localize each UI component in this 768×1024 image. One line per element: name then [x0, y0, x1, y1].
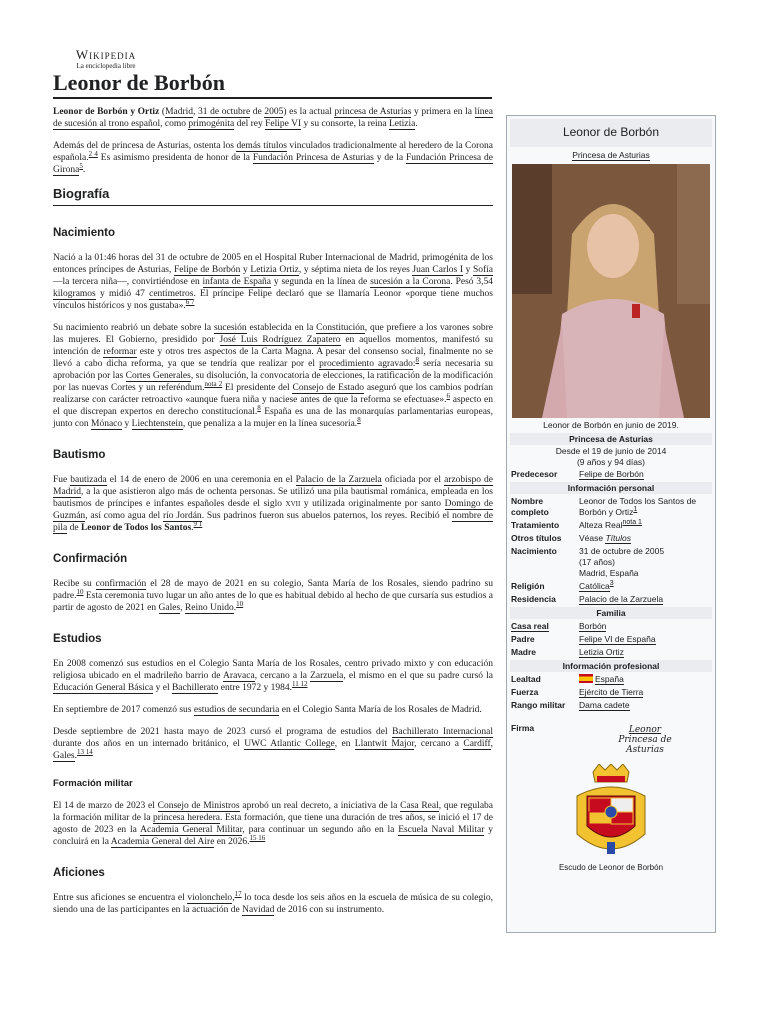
link[interactable]: Títulos	[605, 533, 631, 543]
link[interactable]: Educación General Básica	[53, 683, 154, 693]
link[interactable]: kilogramos	[53, 289, 96, 299]
link[interactable]: estudios de secundaria	[193, 705, 280, 715]
paragraph-nacimiento-2	[53, 322, 493, 430]
link[interactable]: río Jordán	[162, 511, 202, 521]
paragraph-formacion	[53, 800, 493, 848]
section-heading-biografia: Biografía	[53, 186, 493, 206]
intro-paragraph-2	[53, 140, 493, 176]
text: Fue	[53, 475, 71, 485]
text: . Pesó 3,54	[450, 277, 493, 287]
text: .	[74, 751, 78, 761]
citation[interactable]: nota 2	[204, 379, 223, 388]
value: Leonor de Todos los Santos de Borbón y Ortiz	[579, 496, 697, 517]
row-tratamiento	[509, 519, 713, 532]
link[interactable]: Reino Unido	[184, 603, 234, 613]
link[interactable]: Felipe VI de España	[579, 634, 656, 644]
text: XVII	[285, 500, 301, 508]
logo-wordmark: Wikipedia	[75, 47, 137, 62]
text: , así como agua del	[85, 511, 163, 521]
row-religion	[509, 580, 713, 593]
portrait-illustration	[512, 164, 710, 418]
label: Otros títulos	[511, 533, 562, 543]
link[interactable]: España	[595, 674, 624, 684]
infobox	[506, 115, 716, 933]
citation[interactable]: 13 14	[77, 747, 93, 756]
title-divider	[53, 97, 492, 99]
text: , para continuar un segundo año en la	[242, 825, 399, 835]
text: y midió 47	[95, 289, 150, 299]
link[interactable]: Letizia Ortiz	[250, 265, 299, 275]
text: ,	[490, 739, 494, 749]
text: , que penaliza a la mujer en la línea sucesoria.	[182, 419, 358, 429]
text: ,	[232, 893, 235, 903]
link-linea-sucesion[interactable]: línea de sucesión al trono español	[53, 107, 493, 129]
text: Nació a la 01:46 horas del 31 de octubre de 2005 en el Hospital Ruber Internacional de Madrid, primogénita de los entonces príncipes de Asturias,	[53, 253, 493, 275]
row-casa	[509, 620, 713, 633]
link[interactable]: arzobispo de Madrid	[53, 475, 494, 497]
link[interactable]: Palacio de la Zarzuela	[295, 475, 382, 485]
link[interactable]: Zarzuela	[310, 671, 344, 681]
citation[interactable]: 6	[446, 391, 450, 400]
citation[interactable]: 5	[79, 161, 83, 170]
row-predecesor	[509, 468, 713, 481]
text: . El príncipe Felipe declaró que se llamaría Leonor «porque tiene muchos vínculos históricos y nos gustaba».	[53, 289, 493, 311]
row-fuerza	[509, 686, 713, 699]
text: , que regulaba la formación militar de la	[53, 801, 494, 823]
text: en 2026.	[214, 837, 250, 847]
infobox-title: Leonor de Borbón	[510, 119, 712, 147]
text: El 14 de marzo de 2023 el	[53, 801, 158, 811]
row-nombre	[509, 495, 713, 519]
text: Además del de princesa de Asturias, ostenta los	[53, 141, 237, 151]
label: Residencia	[511, 594, 556, 604]
label: Padre	[511, 634, 535, 644]
section-heading-nacimiento: Nacimiento	[53, 227, 115, 239]
text: aprobó un real decreto, a iniciativa de la	[239, 801, 401, 811]
coat-of-arms-caption: Escudo de Leonor de Borbón	[558, 863, 664, 872]
citation[interactable]: 8	[415, 355, 419, 364]
section-heading-confirmacion: Confirmación	[53, 553, 128, 565]
citation[interactable]: 11 12	[292, 679, 308, 688]
label: Nacimiento	[511, 546, 557, 556]
text: (	[159, 107, 166, 117]
link-madrid[interactable]: Madrid	[165, 107, 194, 117]
citation[interactable]: 2 4	[88, 149, 98, 158]
intro-paragraph-1	[53, 106, 493, 130]
link[interactable]: Casa Real	[400, 801, 439, 811]
link[interactable]: Ejército de Tierra	[579, 687, 644, 697]
row-otros	[509, 532, 713, 545]
section-header-familia: Familia	[510, 607, 712, 619]
section-header-profesional: Información profesional	[510, 660, 712, 672]
link-primogenita[interactable]: primogénita	[188, 119, 235, 129]
photo-caption: Leonor de Borbón en junio de 2019.	[543, 420, 679, 430]
coat-of-arms-icon[interactable]	[571, 764, 651, 860]
text: de	[250, 107, 265, 117]
infobox-table-1	[509, 468, 713, 481]
text: Esta ceremonia tuvo lugar un año antes de lo que es habitual debido al hecho de que cursaría sus estudios a partir de agosto de 2021 en	[53, 591, 493, 613]
link[interactable]: Gales	[53, 751, 75, 761]
text: , a la que asistieron algo más de ochenta personas. Se utilizó una pila bautismal románica, empleada en los bautismos de príncipes e infantes españoles desde el siglo	[53, 487, 493, 509]
text: durante dos años en un internado británico, el	[53, 739, 245, 749]
link[interactable]: Felipe de Borbón	[579, 469, 644, 479]
text: España es una de las monarquías parlamentarias europeas, junto con	[53, 407, 493, 429]
text: y concluirá en la	[53, 825, 494, 847]
paragraph-nacimiento-1	[53, 252, 493, 312]
text: y de la	[373, 153, 406, 163]
link-felipe-vi[interactable]: Felipe VI	[265, 119, 302, 129]
signature-line: Asturias	[626, 745, 664, 755]
text: Desde septiembre de 2021 hasta mayo de 2023 cursó el programa de estudios del	[53, 727, 393, 737]
signature-line: Princesa de	[618, 735, 672, 745]
citation[interactable]: 9 1	[193, 519, 203, 528]
section-heading-estudios: Estudios	[53, 633, 102, 645]
row-firma	[509, 722, 713, 756]
link-princesa[interactable]: princesa de Asturias	[334, 107, 412, 117]
text: Su nacimiento reabrió un debate sobre la	[53, 323, 214, 333]
text: . Sus padrinos fueron sus abuelos paternos, los reyes. Recibió el	[201, 511, 453, 521]
link[interactable]: Constitución	[316, 323, 365, 333]
link[interactable]: Sofía	[472, 265, 494, 275]
link-fundacion-girona[interactable]: Fundación Princesa de Girona	[53, 153, 493, 175]
label: Rango militar	[511, 700, 566, 710]
link[interactable]: Navidad	[242, 905, 275, 915]
value: Madrid, España	[579, 568, 639, 578]
text: El presidente del	[222, 383, 293, 393]
text: sería necesaria su aprobación por las	[53, 359, 493, 381]
text: en aquellos momentos, manifestó su intención de	[53, 335, 494, 357]
citation[interactable]: 3	[609, 580, 614, 588]
text: , el mismo en el que su padre cursó la	[343, 671, 493, 681]
link[interactable]: Felipe de Borbón	[173, 265, 241, 275]
text: , su disolución, la convocatoria de elecciones, la ratificación de la modificación por las nuevas Cortes y un referéndum.	[53, 371, 494, 393]
citation[interactable]: nota 1	[622, 519, 642, 527]
link[interactable]: Cardiff	[463, 739, 491, 749]
text: ,	[193, 107, 199, 117]
text: En 2008 comenzó sus estudios en el Colegio Santa María de los Rosales, centro privado mixto y con educación religiosa ubicado en el madrileño barrio de	[53, 659, 493, 681]
paragraph-bautismo	[53, 474, 493, 534]
link[interactable]: sucesión	[213, 323, 247, 333]
citation[interactable]: 8	[257, 403, 261, 412]
coat-of-arms-graphic	[571, 764, 651, 860]
since-date: Desde el 19 de junio de 2014	[555, 446, 667, 456]
text: —la tercera niña—, convirtiéndose en	[53, 277, 203, 287]
paragraph-estudios-1	[53, 658, 493, 694]
citation[interactable]: 10	[236, 599, 244, 608]
citation[interactable]: 17	[234, 889, 242, 898]
infobox-table-2	[509, 495, 713, 606]
link[interactable]: Academia General Militar	[140, 825, 243, 835]
link[interactable]: Juan Carlos I	[412, 265, 463, 275]
link[interactable]: Gales	[158, 603, 181, 613]
link[interactable]: Mónaco	[91, 419, 123, 429]
infobox-table-3	[509, 620, 713, 659]
link[interactable]: violonchelo	[187, 893, 233, 903]
link[interactable]: Bachillerato Internacional	[392, 727, 493, 737]
text: Es asimismo presidenta de honor de la	[97, 153, 253, 163]
infobox-table-4	[509, 673, 713, 712]
logo-tagline: La enciclopedia libre	[76, 62, 136, 70]
link[interactable]: Consejo de Ministros	[157, 801, 240, 811]
text: .	[82, 165, 86, 175]
section-header-princesa: Princesa de Asturias	[510, 433, 712, 445]
link[interactable]: Católica	[579, 581, 610, 591]
text: aspecto en el que discrepan expertos en derecho constitucional.	[53, 395, 494, 417]
text: de	[67, 523, 81, 533]
section-heading-aficiones: Aficiones	[53, 867, 105, 879]
value: Véase	[579, 533, 606, 543]
row-lealtad	[509, 673, 713, 686]
paragraph-aficiones	[53, 889, 493, 916]
text: ) es la actual	[283, 107, 335, 117]
text: y	[463, 265, 473, 275]
value: Alteza Real	[579, 520, 623, 530]
since-duration: (9 años y 94 días)	[576, 457, 646, 467]
link[interactable]: Dama cadete	[579, 700, 630, 710]
link[interactable]: sucesión a la Corona	[370, 277, 451, 287]
citation[interactable]: 10	[76, 587, 84, 596]
text: de 2016 con su instrumento.	[274, 905, 385, 915]
label	[509, 620, 577, 633]
label: Fuerza	[511, 687, 539, 697]
signature	[579, 725, 711, 755]
row-madre	[509, 646, 713, 659]
text: y primera en la	[411, 107, 475, 117]
text: .	[233, 603, 237, 613]
label: Nombre completo	[511, 496, 549, 517]
link[interactable]: princesa heredera	[153, 813, 220, 823]
wikipedia-logo[interactable]	[66, 48, 146, 70]
link[interactable]: infanta de España	[202, 277, 272, 287]
link[interactable]: Casa real	[511, 621, 549, 631]
row-residencia	[509, 593, 713, 606]
row-nacimiento	[509, 545, 713, 580]
paragraph-confirmacion	[53, 578, 493, 614]
label: Madre	[511, 647, 537, 657]
link[interactable]: Domingo de Guzmán	[53, 499, 493, 521]
section-heading-formacion-militar: Formación militar	[53, 778, 133, 789]
section-heading-bautismo: Bautismo	[53, 449, 106, 461]
text: vinculados tradicionalmente al heredero de la Corona española.	[53, 141, 493, 163]
link[interactable]: Bachillerato	[171, 683, 219, 693]
text: y	[240, 265, 251, 275]
text: y el	[153, 683, 172, 693]
text: :	[412, 359, 416, 369]
row-rango	[509, 699, 713, 712]
text: este y otros tres aspectos de la Carta Magna. A pesar del consenso social, finalmente no se llevó a cabo dicha reforma, ya que se tendría que realizar por el	[53, 347, 493, 369]
text: En septiembre de 2017 comenzó sus	[53, 705, 194, 715]
text: , en	[334, 739, 355, 749]
text: establecida en la	[246, 323, 317, 333]
link[interactable]: Escuela Naval Militar	[398, 825, 485, 835]
text: lo toca desde los seis años en la escuela de música de su colegio, siendo una de las participantes en la actuación de	[53, 893, 493, 915]
text: y su consorte, la reina	[301, 119, 389, 129]
label: Firma	[511, 723, 535, 733]
text: y	[122, 419, 132, 429]
text: .	[191, 523, 194, 533]
link[interactable]: reformar	[103, 347, 137, 357]
value: 31 de octubre de 2005	[579, 546, 665, 556]
link[interactable]: Academia General del Aire	[110, 837, 215, 847]
link[interactable]: Llantwit Major	[354, 739, 415, 749]
label: Religión	[511, 581, 545, 591]
paragraph-estudios-3	[53, 726, 493, 762]
paragraph-estudios-2	[53, 704, 493, 716]
bold-text: Leonor de Todos los Santos	[80, 523, 192, 533]
text: el 28 de mayo de 2021 en su colegio, Santa María de los Rosales, siendo padrino su padre.	[53, 579, 494, 601]
link[interactable]: Cortes Generales	[125, 371, 191, 381]
page-title: Leonor de Borbón	[53, 70, 225, 95]
text: Recibe su	[53, 579, 96, 589]
bold-text: Leonor de Borbón y Ortiz	[53, 107, 160, 117]
citation[interactable]: 6 7	[185, 297, 195, 306]
value: (17 años)	[579, 557, 615, 567]
text: Entre sus aficiones se encuentra el	[53, 893, 188, 903]
link[interactable]: centímetros	[149, 289, 194, 299]
spain-flag-icon	[579, 674, 593, 683]
text: en el Colegio Santa María de los Rosales de Madrid.	[279, 705, 482, 715]
link-date[interactable]: 31 de octubre	[198, 107, 251, 117]
text: y utilizada originalmente por santo	[300, 499, 445, 509]
text: ,	[180, 603, 185, 613]
infobox-table-5	[509, 722, 713, 756]
text: el 14 de enero de 2006 en una ceremonia en el	[106, 475, 296, 485]
link[interactable]: Consejo de Estado	[292, 383, 365, 393]
row-padre	[509, 633, 713, 646]
link[interactable]: procedimiento agravado	[319, 359, 413, 369]
link[interactable]: Princesa de Asturias	[572, 150, 650, 160]
text: entre 1972 y 1984.	[218, 683, 293, 693]
text: , cercano a	[414, 739, 464, 749]
section-header-personal: Información personal	[510, 482, 712, 494]
link[interactable]: Liechtenstein	[131, 419, 183, 429]
text: aseguró que los cambios podrían realizarse con carácter retroactivo «aunque fuera niña y naciese antes de que la reforma se efectuase».	[53, 383, 493, 405]
text: oficiada por el	[381, 475, 445, 485]
citation[interactable]: 15 16	[249, 833, 266, 842]
signature-line: Leonor	[628, 725, 662, 735]
text: . Esta formación, que tiene una duración de tres años, se inició el 17 de agosto de 2023 en la	[53, 813, 494, 835]
link[interactable]: nombre de pila	[53, 511, 493, 533]
link[interactable]: Aravaca	[223, 671, 255, 681]
article-body	[53, 106, 493, 926]
text: y segunda en la línea de	[271, 277, 371, 287]
text: , y séptima nieta de los reyes	[298, 265, 413, 275]
link[interactable]: UWC Atlantic College	[244, 739, 335, 749]
text: , que prefiere a los varones sobre las mujeres. El Gobierno, presidido por	[53, 323, 493, 345]
label: Tratamiento	[511, 520, 560, 530]
label: Predecesor	[511, 469, 558, 479]
link[interactable]: confirmación	[95, 579, 147, 589]
text: , como	[160, 119, 189, 129]
link[interactable]: José Luis Rodríguez Zapatero	[219, 335, 341, 345]
link[interactable]: bautizada	[70, 475, 107, 485]
citation[interactable]: 8	[357, 415, 361, 424]
link[interactable]: Palacio de la Zarzuela	[579, 594, 664, 604]
link-year[interactable]: 2005	[264, 107, 284, 117]
link[interactable]: Letizia Ortiz	[579, 647, 624, 657]
text: .	[415, 119, 418, 129]
portrait-photo[interactable]	[512, 164, 710, 418]
link[interactable]: Borbón	[579, 621, 607, 631]
link-letizia[interactable]: Letizia	[388, 119, 416, 129]
link-fundacion-asturias[interactable]: Fundación Princesa de Asturias	[252, 153, 374, 163]
text: , cercano a la	[254, 671, 311, 681]
label: Lealtad	[511, 674, 541, 684]
link-titulos[interactable]: demás títulos	[236, 141, 287, 151]
citation[interactable]: 1	[633, 506, 638, 514]
text: del rey	[234, 119, 266, 129]
infobox-subtitle	[509, 150, 713, 161]
